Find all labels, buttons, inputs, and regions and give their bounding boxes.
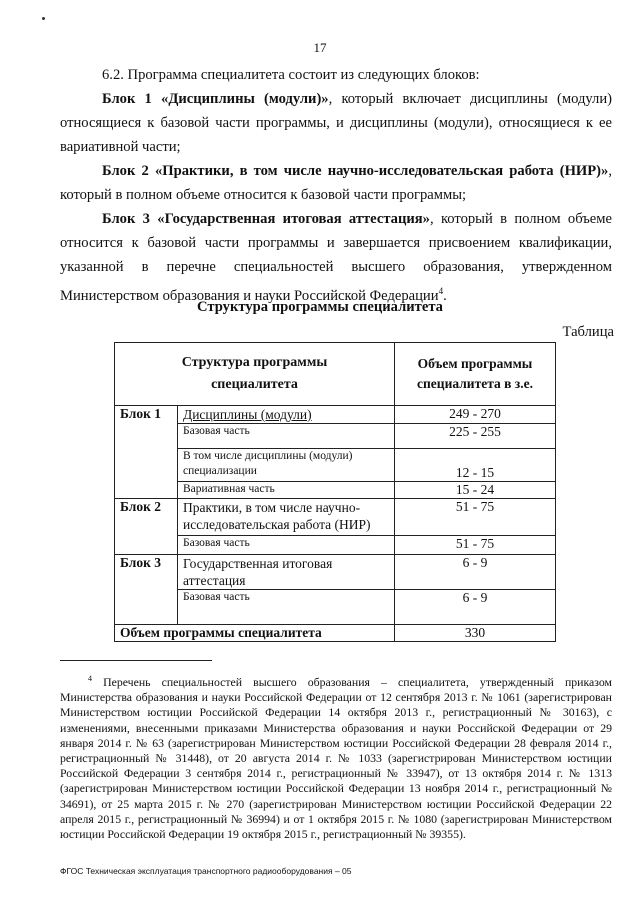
table-header-row (115, 343, 556, 406)
table-row (115, 482, 556, 499)
footnote-number: 4 (88, 674, 92, 683)
footnote (60, 671, 612, 842)
row-value: 225 - 255 (395, 424, 556, 449)
header-structure-line1: Структура программы (181, 355, 328, 370)
row-name: Базовая часть (178, 536, 395, 555)
table-label: Таблица (562, 324, 614, 340)
block-label: Блок 3 (115, 555, 178, 625)
block2-paragraph (60, 159, 612, 207)
row-value: 51 - 75 (395, 499, 556, 536)
table-title: Структура программы специалитета (197, 299, 443, 315)
table-row (115, 424, 556, 449)
row-value: 51 - 75 (395, 536, 556, 555)
total-label: Объем программы специалитета (115, 625, 395, 642)
block1-paragraph (60, 87, 612, 159)
row-name: Дисциплины (модули) (178, 406, 395, 424)
row-value: 6 - 9 (395, 555, 556, 590)
footnote-divider (60, 660, 212, 661)
header-volume (395, 343, 556, 406)
table-row (115, 536, 556, 555)
footnote-ref: 4 (438, 286, 444, 296)
scan-speck (42, 17, 45, 20)
header-volume-line1: Объем программы (417, 356, 533, 371)
block2-title: Блок 2 «Практики, в том числе научно-исследовательская работа (НИР)» (102, 163, 609, 179)
row-value: 12 - 15 (395, 449, 556, 482)
table-total-row (115, 625, 556, 642)
intro-paragraph: 6.2. Программа специалитета состоит из следующих блоков: (102, 67, 480, 83)
block-label: Блок 1 (115, 406, 178, 499)
page-number: 17 (313, 40, 327, 55)
block1-title: Блок 1 «Дисциплины (модули)» (102, 91, 329, 107)
block3-text: , который в полном объеме относится к базовой части программы и завершается присвоением квалификации, указанной в перечне специальностей высшего образования, утвержденном Министерством образования и науки Российской Федерации (60, 211, 612, 304)
block3-title: Блок 3 «Государственная итоговая аттестация» (102, 211, 430, 227)
page-footer: ФГОС Техническая эксплуатация транспортного радиооборудования – 05 (60, 866, 352, 876)
row-value: 6 - 9 (395, 590, 556, 625)
table-row (115, 499, 556, 536)
block3-end: . (443, 287, 447, 304)
row-name: В том числе дисциплины (модули) специализации (178, 449, 395, 482)
row-name: Базовая часть (178, 424, 395, 449)
block3-paragraph (60, 207, 612, 308)
row-name: Вариативная часть (178, 482, 395, 499)
row-name: Практики, в том числе научно-исследовательская работа (НИР) (178, 499, 395, 536)
header-structure (115, 343, 395, 406)
table-row (115, 590, 556, 625)
structure-table (114, 342, 556, 642)
header-volume-line2: специалитета в з.е. (417, 376, 533, 391)
footnote-text: Перечень специальностей высшего образования – специалитета, утвержденный приказом Министерства образования и науки Российской Федерации от 12 сентября 2013 г. № 1061 (зарегистрирован Министерством юстиции Российской Федерации 14 октября 2013 г., регистрационный № 30163), с изменениями, внесенными приказами Министерства образования и науки Российской Федерации от 29 января 2014 г. № 63 (зарегистрирован Министерством юстиции Российской Федерации 28 февраля 2014 г., регистрационный № 31448), от 20 августа 2014 г. № 1033 (зарегистрирован Министерством юстиции Российской Федерации 3 сентября 2014 г., регистрационный № 33947), от 13 октября 2014 г. № 1313 (зарегистрирован Министерством юстиции Российской Федерации 13 ноября 2014 г., регистрационный № 34691), от 25 марта 2015 г. № 270 (зарегистрирован Министерством юстиции Российской Федерации 22 апреля 2015 г., регистрационный № 36994) и от 1 октября 2015 г. № 1080 (зарегистрирован Министерством юстиции Российской Федерации 19 октября 2015 г., регистрационный № 39355). (60, 674, 612, 841)
total-value: 330 (395, 625, 556, 642)
row-value: 15 - 24 (395, 482, 556, 499)
table-row (115, 406, 556, 424)
block2-text: , который в полном объеме относится к базовой части программы; (60, 163, 612, 203)
block1-text: , который включает дисциплины (модули) относящиеся к базовой части программы, и дисциплины (модули), относящиеся к ее вариативной части; (60, 91, 612, 155)
table-row (115, 555, 556, 590)
block-label: Блок 2 (115, 499, 178, 555)
table-row (115, 449, 556, 482)
row-name: Государственная итоговая аттестация (178, 555, 395, 590)
header-structure-line2: специалитета (211, 377, 298, 392)
row-name: Базовая часть (178, 590, 395, 625)
row-value: 249 - 270 (395, 406, 556, 424)
